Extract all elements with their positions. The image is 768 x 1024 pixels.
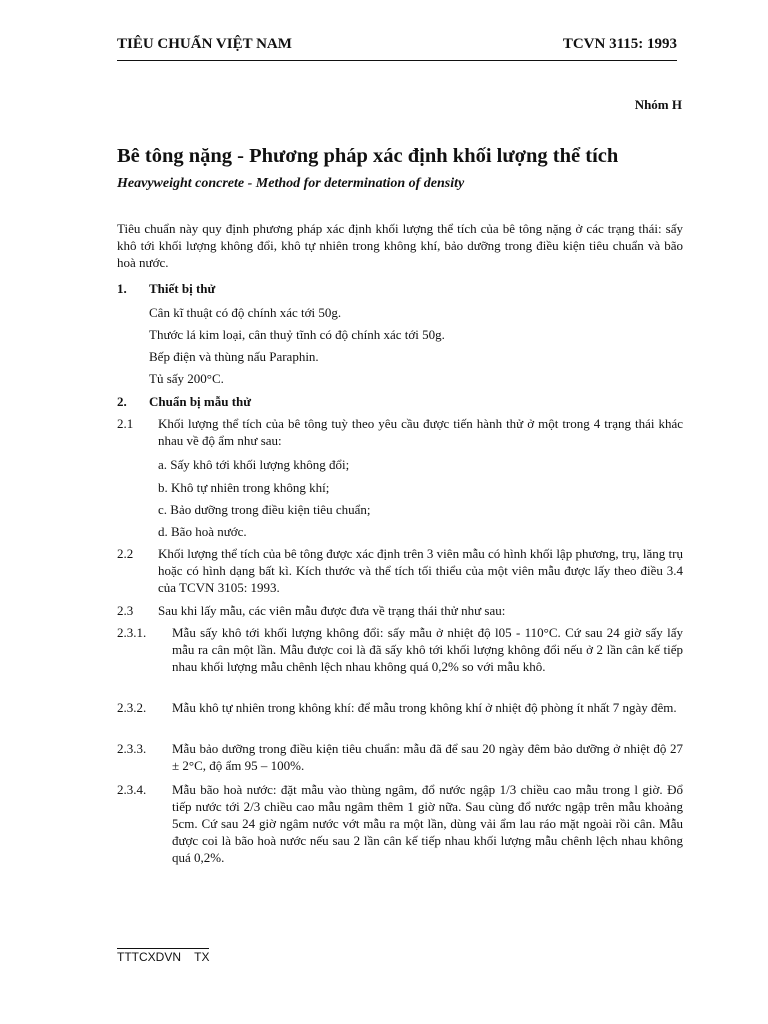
- page-subtitle: Heavyweight concrete - Method for determination of density: [117, 176, 465, 191]
- page-header: [117, 36, 677, 61]
- clause-text: Khối lượng thể tích của bê tông tuỳ theo yêu cầu được tiến hành thử ở một trong 4 trạng thái khác nhau về độ ẩm như sau:: [158, 416, 683, 448]
- clause-number: 2.3.1.: [117, 625, 147, 640]
- section-number: 1.: [117, 281, 127, 296]
- clause-number: 2.2: [117, 546, 134, 561]
- clause-number: 2.3.3.: [117, 741, 147, 756]
- list-item: d. Bão hoà nước.: [158, 524, 247, 539]
- standard-label: TIÊU CHUẨN VIỆT NAM: [117, 36, 292, 52]
- page-footer: TTTCXDVN TX: [117, 950, 210, 964]
- section-title: Chuẩn bị mẫu thử: [149, 394, 252, 409]
- equipment-item: Bếp điện và thùng nấu Paraphin.: [149, 349, 319, 364]
- intro-paragraph: Tiêu chuẩn này quy định phương pháp xác định khối lượng thể tích của bê tông nặng ở các trạng thái: sấy khô tới khối lượng không đổi, khô tự nhiên trong không khí, bảo dưỡng trong điều kiện tiêu chuẩn và bão hoà nước.: [117, 221, 683, 270]
- group-label: Nhóm H: [634, 97, 682, 112]
- clause-number: 2.3: [117, 603, 134, 618]
- clause-text: Mẫu bão hoà nước: đặt mẫu vào thùng ngâm, đổ nước ngập 1/3 chiều cao mẫu trong l giờ. Đổ tiếp nước tới 2/3 chiều cao mẫu ngâm thêm 1 giờ nữa. Sau cùng đổ nước ngập trên mẫu khoảng 5cm. Cứ sau 24 giờ ngâm nước vớt mẫu ra một lần, dùng vải ẩm lau ráo mặt ngoài rồi cân. Mẫu được coi là bão hoà nước nếu sau 2 lần cân kế tiếp nhau khối lượng mẫu chênh lệch nhau không quá 0,2%.: [172, 782, 683, 865]
- standard-code: TCVN 3115: 1993: [562, 36, 677, 52]
- clause-text: Mẫu bảo dưỡng trong điều kiện tiêu chuẩn: mẫu đã để sau 20 ngày đêm bảo dưỡng ở nhiệt độ 27 ± 2°C, độ ẩm 95 – 100%.: [172, 741, 683, 773]
- clause-text: Sau khi lấy mẫu, các viên mẫu được đưa về trạng thái thử như sau:: [158, 603, 506, 618]
- equipment-item: Cân kĩ thuật có độ chính xác tới 50g.: [149, 305, 342, 320]
- clause-number: 2.1: [117, 416, 134, 431]
- list-item: b. Khô tự nhiên trong không khí;: [158, 480, 330, 495]
- clause-text: Mẫu khô tự nhiên trong không khí: để mẫu trong không khí ở nhiệt độ phòng ít nhất 7 ngày đêm.: [172, 700, 677, 715]
- section-number: 2.: [117, 394, 127, 409]
- list-item: a. Sấy khô tới khối lượng không đổi;: [158, 457, 350, 472]
- clause-text: Khối lượng thể tích của bê tông được xác định trên 3 viên mẫu có hình khối lập phương, trụ, lăng trụ hoặc có hình dạng bất kì. Kích thước và thể tích tối thiểu của một viên mẫu được lấy theo điều 3.4 của TCVN 3105: 1993.: [158, 546, 683, 595]
- clause-number: 2.3.4.: [117, 782, 147, 797]
- clause-number: 2.3.2.: [117, 700, 147, 715]
- clause-text: Mẫu sấy khô tới khối lượng không đổi: sấy mẫu ở nhiệt độ l05 - 110°C. Cứ sau 24 giờ sấy lấy mẫu ra cân một lần. Mẫu được coi là đã sấy khô tới khối lượng không đổi nếu ở 2 lần cân kế tiếp nhau khối lượng mẫu chênh lệch nhau không quá 0,2% so với mẫu khô.: [172, 625, 683, 674]
- equipment-item: Thước lá kim loại, cân thuỷ tĩnh có độ chính xác tới 50g.: [149, 327, 445, 342]
- section-title: Thiết bị thử: [149, 281, 216, 296]
- page-title: Bê tông nặng - Phương pháp xác định khối lượng thể tích: [117, 145, 619, 167]
- list-item: c. Bảo dưỡng trong điều kiện tiêu chuẩn;: [158, 502, 371, 517]
- equipment-item: Tủ sấy 200°C.: [149, 371, 224, 386]
